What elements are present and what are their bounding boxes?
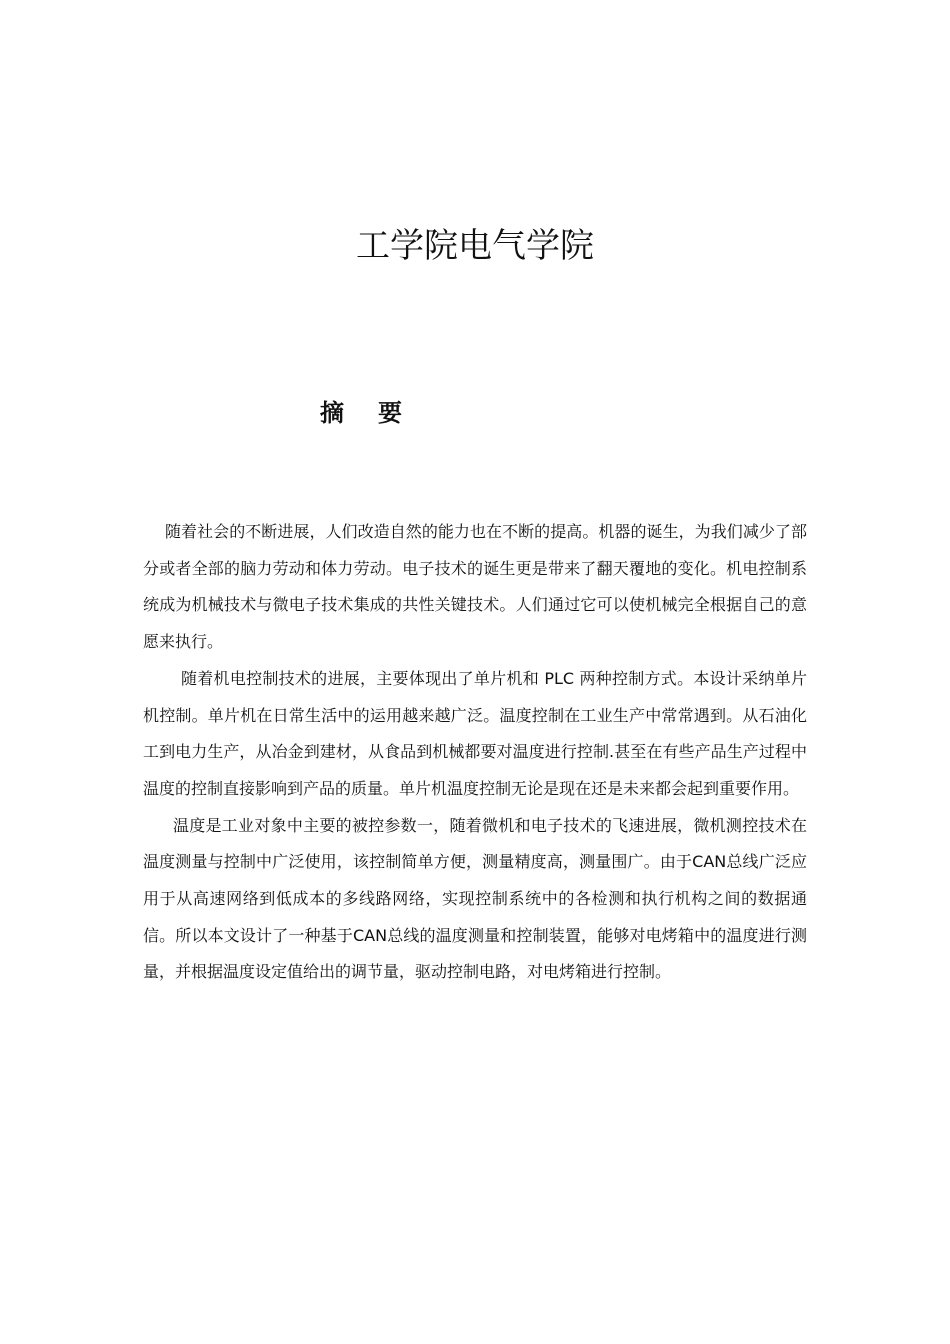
document-title: 工学院电气学院 bbox=[356, 226, 594, 266]
abstract-heading-char-2: 要 bbox=[378, 399, 402, 427]
abstract-heading bbox=[320, 395, 440, 431]
abstract-body bbox=[143, 514, 807, 991]
abstract-heading-char-1: 摘 bbox=[320, 399, 344, 427]
abstract-paragraph-3: 温度是工业对象中主要的被控参数一，随着微机和电子技术的飞速进展，微机测控技术在温度测量与控制中广泛使用，该控制简单方便，测量精度高，测量围广。由于CAN总线广泛应用于从高速网络到低成本的多线路网络，实现控制系统中的各检测和执行机构之间的数据通信。所以本文设计了一种基于CAN总线的温度测量和控制装置，能够对电烤箱中的温度进行测量，并根据温度设定值给出的调节量，驱动控制电路，对电烤箱进行控制。 bbox=[143, 815, 807, 982]
abstract-paragraph-2: 随着机电控制技术的进展，主要体现出了单片机和 PLC 两种控制方式。本设计采纳单片机控制。单片机在日常生活中的运用越来越广泛。温度控制在工业生产中常常遇到。从石油化工到电力生产，从冶金到建材，从食品到机械都要对温度进行控制.甚至在有些产品生产过程中温度的控制直接影响到产品的质量。单片机温度控制无论是现在还是未来都会起到重要作用。 bbox=[143, 668, 807, 798]
abstract-paragraph-1: 随着社会的不断进展，人们改造自然的能力也在不断的提高。机器的诞生，为我们减少了部分或者全部的脑力劳动和体力劳动。电子技术的诞生更是带来了翻天覆地的变化。机电控制系统成为机械技术与微电子技术集成的共性关键技术。人们通过它可以使机械完全根据自己的意愿来执行。 bbox=[143, 522, 807, 652]
